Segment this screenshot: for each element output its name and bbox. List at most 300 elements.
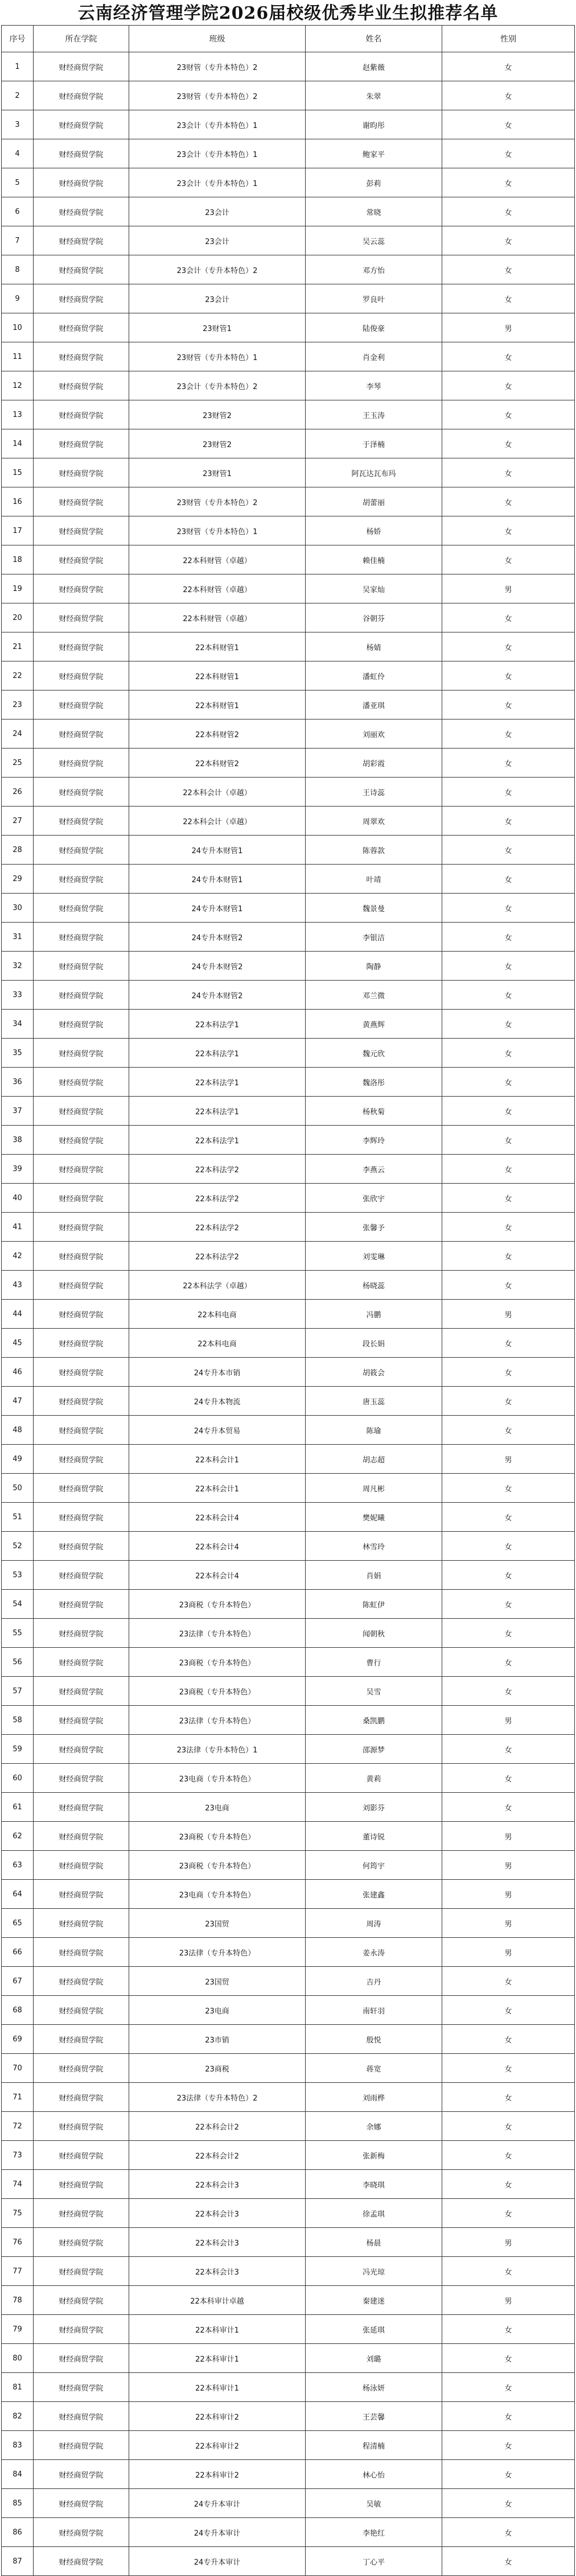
cell-no: 61	[2, 1793, 34, 1822]
cell-gender: 女	[442, 2025, 575, 2054]
cell-class: 22本科法学1	[129, 1010, 306, 1039]
cell-no: 62	[2, 1822, 34, 1851]
cell-college: 财经商贸学院	[34, 1242, 129, 1271]
cell-name: 林心怡	[306, 2460, 442, 2489]
cell-college: 财经商贸学院	[34, 2518, 129, 2547]
cell-college: 财经商贸学院	[34, 1590, 129, 1619]
cell-no: 65	[2, 1909, 34, 1938]
table-row	[2, 1416, 575, 1445]
cell-no: 60	[2, 1764, 34, 1793]
table-row	[2, 2257, 575, 2286]
cell-gender: 女	[442, 1677, 575, 1706]
cell-class: 23法律（专升本特色）	[129, 1619, 306, 1648]
table-row	[2, 2025, 575, 2054]
cell-class: 23财管（专升本特色）2	[129, 81, 306, 110]
table-row	[2, 1706, 575, 1735]
cell-gender: 男	[442, 574, 575, 603]
table-row	[2, 2228, 575, 2257]
cell-no: 9	[2, 284, 34, 313]
table-row	[2, 458, 575, 487]
cell-name: 周翠欢	[306, 807, 442, 836]
table-row	[2, 1242, 575, 1271]
cell-gender: 女	[442, 632, 575, 661]
cell-name: 胡筱会	[306, 1358, 442, 1387]
cell-name: 于泽楠	[306, 429, 442, 458]
table-row	[2, 226, 575, 255]
cell-no: 72	[2, 2112, 34, 2141]
cell-college: 财经商贸学院	[34, 1909, 129, 1938]
cell-college: 财经商贸学院	[34, 1880, 129, 1909]
table-row	[2, 255, 575, 284]
cell-college: 财经商贸学院	[34, 168, 129, 197]
cell-class: 22本科会计3	[129, 2228, 306, 2257]
cell-gender: 女	[442, 661, 575, 690]
cell-name: 杨婧	[306, 632, 442, 661]
cell-gender: 女	[442, 2199, 575, 2228]
cell-gender: 女	[442, 1764, 575, 1793]
cell-no: 23	[2, 690, 34, 720]
cell-no: 78	[2, 2286, 34, 2315]
cell-class: 23财管2	[129, 429, 306, 458]
table-row	[2, 1474, 575, 1503]
table-row	[2, 545, 575, 574]
cell-gender: 女	[442, 865, 575, 894]
cell-gender: 女	[442, 1735, 575, 1764]
cell-name: 张新梅	[306, 2141, 442, 2170]
cell-gender: 女	[442, 2547, 575, 2576]
cell-college: 财经商贸学院	[34, 894, 129, 923]
cell-no: 79	[2, 2315, 34, 2344]
cell-no: 38	[2, 1126, 34, 1155]
cell-no: 81	[2, 2373, 34, 2402]
table-row	[2, 2518, 575, 2547]
cell-no: 17	[2, 516, 34, 545]
cell-name: 邓兰微	[306, 981, 442, 1010]
cell-no: 45	[2, 1329, 34, 1358]
cell-no: 46	[2, 1358, 34, 1387]
cell-gender: 女	[442, 1010, 575, 1039]
cell-gender: 女	[442, 836, 575, 865]
table-row	[2, 2315, 575, 2344]
cell-no: 67	[2, 1967, 34, 1996]
cell-gender: 女	[442, 2054, 575, 2083]
cell-class: 22本科财管（卓越）	[129, 603, 306, 632]
cell-college: 财经商贸学院	[34, 2199, 129, 2228]
cell-no: 3	[2, 110, 34, 139]
cell-college: 财经商贸学院	[34, 1184, 129, 1213]
cell-college: 财经商贸学院	[34, 1097, 129, 1126]
cell-gender: 女	[442, 2460, 575, 2489]
cell-name: 李琴	[306, 371, 442, 400]
cell-class: 22本科电商	[129, 1329, 306, 1358]
cell-gender: 女	[442, 1648, 575, 1677]
table-row	[2, 52, 575, 81]
cell-name: 桑凯鹏	[306, 1706, 442, 1735]
cell-college: 财经商贸学院	[34, 52, 129, 81]
cell-class: 24专升本贸易	[129, 1416, 306, 1445]
cell-gender: 女	[442, 720, 575, 749]
cell-gender: 男	[442, 1822, 575, 1851]
cell-no: 30	[2, 894, 34, 923]
cell-gender: 女	[442, 923, 575, 952]
cell-class: 22本科会计3	[129, 2199, 306, 2228]
table-row	[2, 371, 575, 400]
cell-college: 财经商贸学院	[34, 2170, 129, 2199]
cell-class: 24专升本审计	[129, 2489, 306, 2518]
cell-class: 22本科会计4	[129, 1503, 306, 1532]
cell-gender: 女	[442, 952, 575, 981]
cell-name: 王玉涛	[306, 400, 442, 429]
cell-no: 8	[2, 255, 34, 284]
cell-no: 20	[2, 603, 34, 632]
cell-gender: 女	[442, 2141, 575, 2170]
cell-class: 23会计	[129, 226, 306, 255]
table-row	[2, 1938, 575, 1967]
table-row	[2, 2460, 575, 2489]
cell-name: 刘影芬	[306, 1793, 442, 1822]
cell-no: 49	[2, 1445, 34, 1474]
cell-name: 李艳红	[306, 2518, 442, 2547]
header-college: 所在学院	[34, 26, 129, 52]
table-row	[2, 836, 575, 865]
cell-no: 32	[2, 952, 34, 981]
cell-no: 68	[2, 1996, 34, 2025]
cell-class: 23财管（专升本特色）1	[129, 342, 306, 371]
table-row	[2, 2170, 575, 2199]
cell-class: 24专升本财管1	[129, 865, 306, 894]
cell-name: 南轩羽	[306, 1996, 442, 2025]
cell-no: 39	[2, 1155, 34, 1184]
cell-name: 周涛	[306, 1909, 442, 1938]
cell-no: 40	[2, 1184, 34, 1213]
cell-college: 财经商贸学院	[34, 516, 129, 545]
table-row	[2, 197, 575, 226]
cell-name: 闻朝秋	[306, 1619, 442, 1648]
cell-name: 张馨予	[306, 1213, 442, 1242]
table-row	[2, 2054, 575, 2083]
cell-gender: 女	[442, 603, 575, 632]
table-row	[2, 1851, 575, 1880]
cell-no: 83	[2, 2431, 34, 2460]
cell-class: 22本科电商	[129, 1300, 306, 1329]
cell-class: 24专升本财管2	[129, 952, 306, 981]
cell-no: 22	[2, 661, 34, 690]
cell-class: 22本科财管（卓越）	[129, 574, 306, 603]
cell-college: 财经商贸学院	[34, 1503, 129, 1532]
cell-gender: 女	[442, 1532, 575, 1561]
cell-gender: 女	[442, 807, 575, 836]
cell-name: 冯鹏	[306, 1300, 442, 1329]
cell-name: 邓方怡	[306, 255, 442, 284]
cell-name: 魏景曼	[306, 894, 442, 923]
cell-name: 吴敏	[306, 2489, 442, 2518]
cell-college: 财经商贸学院	[34, 1764, 129, 1793]
cell-gender: 女	[442, 255, 575, 284]
table-row	[2, 2083, 575, 2112]
cell-gender: 女	[442, 487, 575, 516]
cell-gender: 男	[442, 1909, 575, 1938]
cell-class: 23会计（专升本特色）1	[129, 139, 306, 168]
cell-no: 53	[2, 1561, 34, 1590]
cell-college: 财经商贸学院	[34, 400, 129, 429]
cell-name: 林雪玲	[306, 1532, 442, 1561]
cell-name: 杨晓蕊	[306, 1271, 442, 1300]
cell-college: 财经商贸学院	[34, 720, 129, 749]
table-row	[2, 2431, 575, 2460]
cell-class: 23国贸	[129, 1967, 306, 1996]
cell-name: 吴雪	[306, 1677, 442, 1706]
cell-class: 22本科会计3	[129, 2170, 306, 2199]
cell-college: 财经商贸学院	[34, 2112, 129, 2141]
table-row	[2, 1271, 575, 1300]
cell-college: 财经商贸学院	[34, 197, 129, 226]
cell-college: 财经商贸学院	[34, 284, 129, 313]
table-row	[2, 1619, 575, 1648]
cell-gender: 男	[442, 1445, 575, 1474]
cell-college: 财经商贸学院	[34, 429, 129, 458]
cell-college: 财经商贸学院	[34, 1126, 129, 1155]
cell-gender: 女	[442, 1039, 575, 1068]
cell-class: 22本科审计2	[129, 2431, 306, 2460]
table-row	[2, 2112, 575, 2141]
cell-gender: 女	[442, 2402, 575, 2431]
table-row	[2, 81, 575, 110]
cell-class: 22本科会计2	[129, 2141, 306, 2170]
cell-gender: 女	[442, 2083, 575, 2112]
cell-class: 22本科会计（卓越）	[129, 778, 306, 807]
cell-class: 22本科会计3	[129, 2257, 306, 2286]
cell-class: 22本科审计1	[129, 2344, 306, 2373]
cell-gender: 女	[442, 2112, 575, 2141]
cell-no: 54	[2, 1590, 34, 1619]
cell-class: 22本科会计4	[129, 1532, 306, 1561]
cell-class: 23会计（专升本特色）1	[129, 168, 306, 197]
cell-no: 28	[2, 836, 34, 865]
cell-name: 陈虹伊	[306, 1590, 442, 1619]
cell-college: 财经商贸学院	[34, 2489, 129, 2518]
table-row	[2, 1184, 575, 1213]
cell-no: 56	[2, 1648, 34, 1677]
cell-college: 财经商贸学院	[34, 981, 129, 1010]
cell-college: 财经商贸学院	[34, 1735, 129, 1764]
table-row	[2, 2373, 575, 2402]
cell-no: 15	[2, 458, 34, 487]
cell-gender: 女	[442, 1126, 575, 1155]
table-row	[2, 981, 575, 1010]
table-row	[2, 1329, 575, 1358]
table-row	[2, 1213, 575, 1242]
cell-college: 财经商贸学院	[34, 1677, 129, 1706]
cell-class: 22本科审计1	[129, 2373, 306, 2402]
cell-college: 财经商贸学院	[34, 661, 129, 690]
cell-gender: 女	[442, 2489, 575, 2518]
header-name: 姓名	[306, 26, 442, 52]
cell-gender: 女	[442, 1996, 575, 2025]
table-row	[2, 807, 575, 836]
cell-no: 21	[2, 632, 34, 661]
cell-class: 22本科审计2	[129, 2460, 306, 2489]
cell-name: 黄燕辉	[306, 1010, 442, 1039]
cell-college: 财经商贸学院	[34, 1532, 129, 1561]
cell-class: 23市销	[129, 2025, 306, 2054]
cell-name: 邵源梦	[306, 1735, 442, 1764]
cell-name: 胡蕾丽	[306, 487, 442, 516]
cell-name: 魏元欣	[306, 1039, 442, 1068]
cell-no: 16	[2, 487, 34, 516]
cell-college: 财经商贸学院	[34, 1619, 129, 1648]
cell-gender: 女	[442, 52, 575, 81]
cell-gender: 女	[442, 1416, 575, 1445]
table-row	[2, 865, 575, 894]
cell-no: 34	[2, 1010, 34, 1039]
cell-college: 财经商贸学院	[34, 836, 129, 865]
cell-no: 84	[2, 2460, 34, 2489]
cell-no: 1	[2, 52, 34, 81]
cell-name: 赵紫薇	[306, 52, 442, 81]
cell-class: 23商税（专升本特色）	[129, 1851, 306, 1880]
cell-college: 财经商贸学院	[34, 313, 129, 342]
cell-gender: 女	[442, 1967, 575, 1996]
cell-gender: 女	[442, 110, 575, 139]
cell-name: 常晓	[306, 197, 442, 226]
cell-no: 26	[2, 778, 34, 807]
cell-gender: 女	[442, 371, 575, 400]
table-row	[2, 313, 575, 342]
cell-class: 22本科会计（卓越）	[129, 807, 306, 836]
cell-name: 刘雯琳	[306, 1242, 442, 1271]
cell-class: 23会计	[129, 284, 306, 313]
cell-gender: 女	[442, 1097, 575, 1126]
cell-college: 财经商贸学院	[34, 632, 129, 661]
cell-gender: 男	[442, 1851, 575, 1880]
cell-name: 冯光琼	[306, 2257, 442, 2286]
cell-class: 23商税（专升本特色）	[129, 1590, 306, 1619]
cell-gender: 女	[442, 458, 575, 487]
cell-college: 财经商贸学院	[34, 1474, 129, 1503]
cell-name: 胡志超	[306, 1445, 442, 1474]
cell-college: 财经商贸学院	[34, 487, 129, 516]
cell-gender: 女	[442, 749, 575, 778]
cell-college: 财经商贸学院	[34, 2547, 129, 2576]
cell-name: 杨娇	[306, 516, 442, 545]
cell-no: 2	[2, 81, 34, 110]
cell-no: 11	[2, 342, 34, 371]
cell-name: 黄莉	[306, 1764, 442, 1793]
cell-class: 22本科审计2	[129, 2402, 306, 2431]
cell-name: 曹行	[306, 1648, 442, 1677]
cell-no: 51	[2, 1503, 34, 1532]
cell-no: 52	[2, 1532, 34, 1561]
cell-class: 22本科财管1	[129, 661, 306, 690]
cell-no: 66	[2, 1938, 34, 1967]
cell-name: 蒋宽	[306, 2054, 442, 2083]
cell-gender: 女	[442, 81, 575, 110]
cell-name: 谷朝芬	[306, 603, 442, 632]
cell-no: 33	[2, 981, 34, 1010]
cell-no: 63	[2, 1851, 34, 1880]
recommendation-table	[1, 25, 575, 2576]
cell-no: 37	[2, 1097, 34, 1126]
cell-gender: 女	[442, 545, 575, 574]
cell-gender: 女	[442, 894, 575, 923]
cell-college: 财经商贸学院	[34, 226, 129, 255]
cell-class: 23电商（专升本特色）	[129, 1880, 306, 1909]
table-header-row	[2, 26, 575, 52]
cell-class: 24专升本财管2	[129, 923, 306, 952]
cell-name: 樊妮曦	[306, 1503, 442, 1532]
cell-gender: 男	[442, 1300, 575, 1329]
cell-name: 胡彩霞	[306, 749, 442, 778]
cell-no: 44	[2, 1300, 34, 1329]
table-row	[2, 1503, 575, 1532]
cell-college: 财经商贸学院	[34, 2025, 129, 2054]
cell-college: 财经商贸学院	[34, 952, 129, 981]
cell-class: 22本科法学1	[129, 1097, 306, 1126]
cell-name: 彭莉	[306, 168, 442, 197]
cell-name: 刘丽欢	[306, 720, 442, 749]
cell-class: 22本科法学1	[129, 1068, 306, 1097]
table-row	[2, 894, 575, 923]
table-row	[2, 1735, 575, 1764]
cell-class: 22本科法学1	[129, 1126, 306, 1155]
cell-gender: 女	[442, 516, 575, 545]
cell-name: 陆俊豪	[306, 313, 442, 342]
cell-gender: 女	[442, 1329, 575, 1358]
table-row	[2, 923, 575, 952]
table-row	[2, 1793, 575, 1822]
table-row	[2, 1909, 575, 1938]
cell-college: 财经商贸学院	[34, 1793, 129, 1822]
cell-name: 段长娟	[306, 1329, 442, 1358]
cell-name: 李燕云	[306, 1155, 442, 1184]
cell-class: 22本科审计卓越	[129, 2286, 306, 2315]
cell-class: 23电商（专升本特色）	[129, 1764, 306, 1793]
table-row	[2, 749, 575, 778]
cell-name: 潘亚琪	[306, 690, 442, 720]
cell-college: 财经商贸学院	[34, 690, 129, 720]
cell-class: 23商税	[129, 2054, 306, 2083]
cell-no: 6	[2, 197, 34, 226]
cell-no: 64	[2, 1880, 34, 1909]
cell-class: 23商税（专升本特色）	[129, 1677, 306, 1706]
cell-gender: 女	[442, 2170, 575, 2199]
cell-no: 13	[2, 400, 34, 429]
cell-no: 27	[2, 807, 34, 836]
table-row	[2, 1039, 575, 1068]
table-row	[2, 2286, 575, 2315]
cell-college: 财经商贸学院	[34, 1996, 129, 2025]
cell-name: 魏洛彤	[306, 1068, 442, 1097]
cell-class: 24专升本物流	[129, 1387, 306, 1416]
cell-name: 张欣宇	[306, 1184, 442, 1213]
table-row	[2, 1880, 575, 1909]
cell-no: 18	[2, 545, 34, 574]
cell-college: 财经商贸学院	[34, 1561, 129, 1590]
cell-gender: 女	[442, 690, 575, 720]
cell-gender: 女	[442, 778, 575, 807]
cell-college: 财经商贸学院	[34, 2402, 129, 2431]
cell-class: 24专升本审计	[129, 2518, 306, 2547]
cell-no: 47	[2, 1387, 34, 1416]
cell-name: 杨泳妍	[306, 2373, 442, 2402]
cell-college: 财经商贸学院	[34, 2286, 129, 2315]
cell-college: 财经商贸学院	[34, 2228, 129, 2257]
cell-no: 74	[2, 2170, 34, 2199]
cell-no: 42	[2, 1242, 34, 1271]
cell-gender: 女	[442, 1387, 575, 1416]
cell-name: 谢昀彤	[306, 110, 442, 139]
table-row	[2, 1097, 575, 1126]
